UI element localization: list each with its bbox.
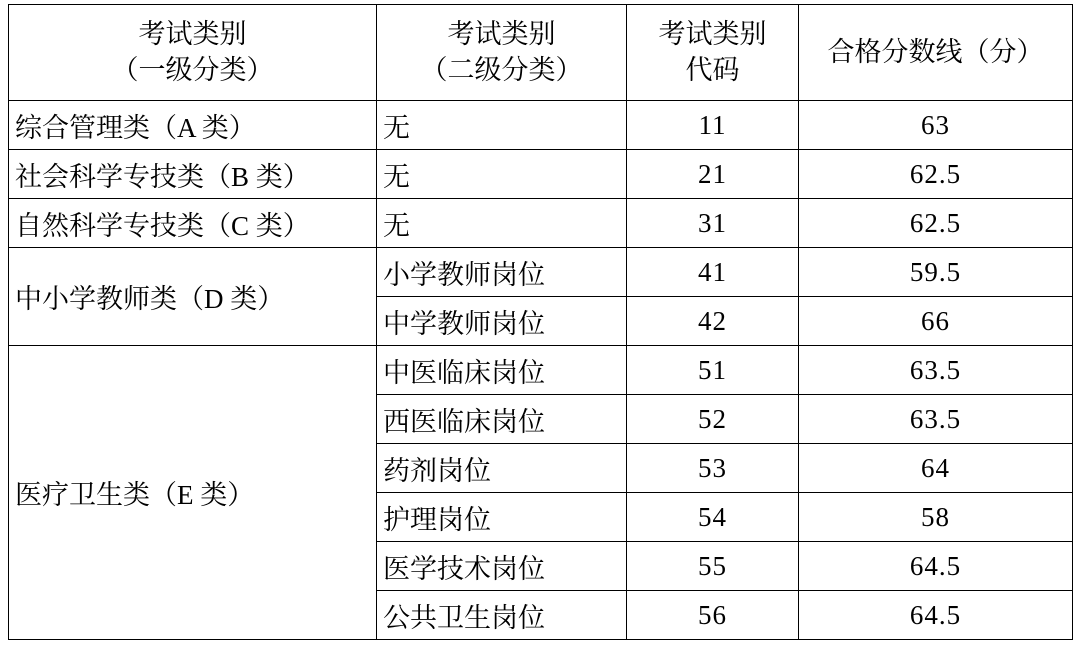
cell-passing-score: 58 <box>799 493 1073 542</box>
cell-category-code: 53 <box>627 444 799 493</box>
cell-passing-score: 64.5 <box>799 591 1073 640</box>
table-row <box>9 346 1073 395</box>
cell-category-level2: 公共卫生岗位 <box>377 591 627 640</box>
cell-category-code: 56 <box>627 591 799 640</box>
table-body <box>9 101 1073 640</box>
column-header-category-code-line1: 考试类别 <box>658 18 767 49</box>
cell-category-code: 11 <box>627 101 799 150</box>
table-header <box>9 5 1073 101</box>
cell-passing-score: 63.5 <box>799 395 1073 444</box>
table-row <box>9 150 1073 199</box>
table-row <box>9 101 1073 150</box>
cell-passing-score: 59.5 <box>799 248 1073 297</box>
cell-category-code: 51 <box>627 346 799 395</box>
column-header-category-code <box>627 5 799 101</box>
cell-category-level2: 无 <box>377 101 627 150</box>
cell-category-level2: 中医临床岗位 <box>377 346 627 395</box>
cell-category-level2: 医学技术岗位 <box>377 542 627 591</box>
cell-category-code: 55 <box>627 542 799 591</box>
cell-category-level1: 医疗卫生类（E 类） <box>9 346 377 640</box>
cell-passing-score: 66 <box>799 297 1073 346</box>
column-header-category-level2 <box>377 5 627 101</box>
cell-category-level1: 中小学教师类（D 类） <box>9 248 377 346</box>
cell-passing-score: 63 <box>799 101 1073 150</box>
cell-category-code: 31 <box>627 199 799 248</box>
column-header-category-level2-line1: 考试类别 <box>447 18 556 49</box>
column-header-category-level1-line1: 考试类别 <box>138 18 247 49</box>
column-header-category-level1 <box>9 5 377 101</box>
cell-passing-score: 62.5 <box>799 199 1073 248</box>
cell-category-code: 52 <box>627 395 799 444</box>
table-row <box>9 248 1073 297</box>
cell-category-code: 21 <box>627 150 799 199</box>
cell-category-level1: 自然科学专技类（C 类） <box>9 199 377 248</box>
cell-category-code: 54 <box>627 493 799 542</box>
cell-category-level2: 中学教师岗位 <box>377 297 627 346</box>
column-header-passing-score-line1: 合格分数线（分） <box>827 36 1044 67</box>
cell-category-code: 42 <box>627 297 799 346</box>
cell-passing-score: 64 <box>799 444 1073 493</box>
cell-category-level2: 无 <box>377 150 627 199</box>
cell-category-level2: 小学教师岗位 <box>377 248 627 297</box>
cell-category-level2: 西医临床岗位 <box>377 395 627 444</box>
column-header-category-level1-line2: （一级分类） <box>111 54 274 85</box>
cell-category-code: 41 <box>627 248 799 297</box>
cell-category-level2: 护理岗位 <box>377 493 627 542</box>
cell-passing-score: 62.5 <box>799 150 1073 199</box>
qualifying-score-table <box>8 4 1073 640</box>
cell-category-level2: 无 <box>377 199 627 248</box>
column-header-passing-score <box>799 5 1073 101</box>
cell-passing-score: 63.5 <box>799 346 1073 395</box>
table-row <box>9 199 1073 248</box>
table-header-row <box>9 5 1073 101</box>
cell-category-level2: 药剂岗位 <box>377 444 627 493</box>
cell-category-level1: 社会科学专技类（B 类） <box>9 150 377 199</box>
cell-passing-score: 64.5 <box>799 542 1073 591</box>
column-header-category-level2-line2: （二级分类） <box>420 54 583 85</box>
column-header-category-code-line2: 代码 <box>685 54 740 85</box>
cell-category-level1: 综合管理类（A 类） <box>9 101 377 150</box>
